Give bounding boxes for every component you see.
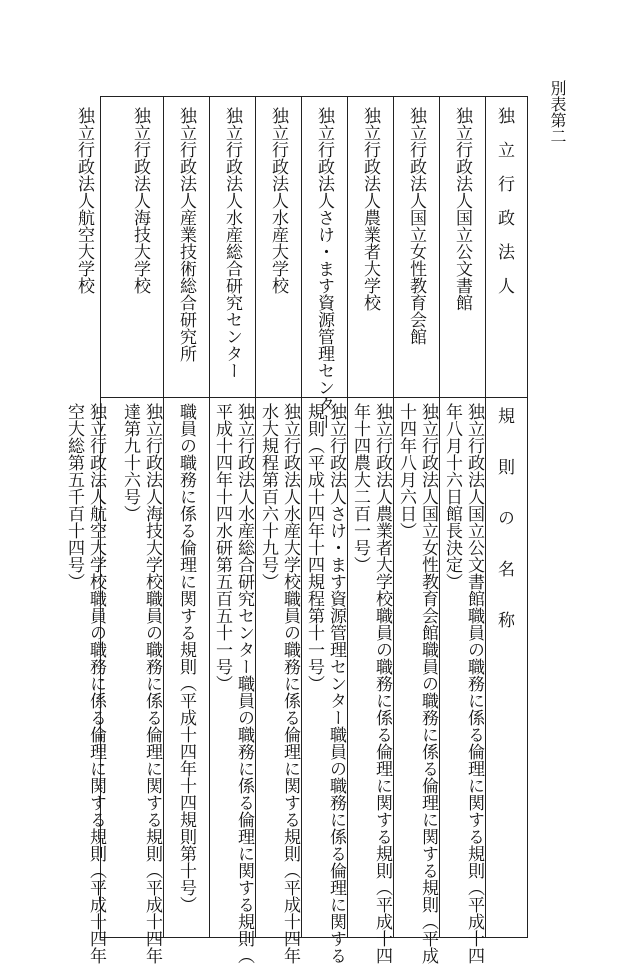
- rule-name: 独立行政法人国立公文書館職員の職務に係る倫理に関する規則（平成十四 年八月十六日館長決定）: [442, 403, 484, 964]
- corporation-name: 独立行政法人海技大学校: [130, 107, 150, 294]
- column-divider: [255, 97, 256, 937]
- column-divider: [347, 97, 348, 937]
- rule-name: 職員の職務に係る倫理に関する規則（平成十四年十四規則第十号）: [176, 403, 196, 913]
- rule-name: 独立行政法人海技大学校職員の職務に係る倫理に関する規則（平成十四年 達第九十六号）: [120, 403, 162, 964]
- corporation-name: 独立行政法人産業技術総合研究所: [176, 107, 196, 362]
- rule-name: 独立行政法人水産大学校職員の職務に係る倫理に関する規則（平成十四年 水大規程第百六十九号）: [258, 403, 300, 964]
- rule-name: 独立行政法人水産総合研究センター職員の職務に係る倫理に関する規則（ 平成十四年十四水研第五百五十一号）: [212, 403, 254, 964]
- corporation-name: 独立行政法人さけ・ます資源管理センター: [314, 107, 334, 430]
- corporation-name: 独立行政法人農業者大学校: [360, 107, 380, 311]
- column-divider: [393, 97, 394, 937]
- corporation-name: 独立行政法人水産総合研究センター: [222, 107, 242, 379]
- column-divider: [439, 97, 440, 937]
- document-label: 別表第二: [548, 80, 567, 144]
- column-divider: [163, 97, 164, 937]
- rule-name: 独立行政法人農業者大学校職員の職務に係る倫理に関する規則（平成十四 年十四農大二百一号）: [350, 403, 392, 964]
- corporation-name: 独立行政法人航空大学校: [74, 107, 94, 294]
- header-corporation: 独 立 行 政 法 人: [494, 107, 514, 294]
- column-divider: [301, 97, 302, 937]
- column-divider: [209, 97, 210, 937]
- rule-name: 独立行政法人さけ・ます資源管理センター職員の職務に係る倫理に関する 規則（平成十四年十四規程第十一号）: [304, 403, 346, 964]
- column-divider: [485, 97, 486, 937]
- corporation-name: 独立行政法人国立公文書館: [452, 107, 472, 311]
- corporation-name: 独立行政法人水産大学校: [268, 107, 288, 294]
- rule-name: 独立行政法人航空大学校職員の職務に係る倫理に関する規則（平成十四年 空大総第五千百十四号）: [64, 403, 106, 964]
- rules-table: [64, 96, 528, 964]
- rule-name: 独立行政法人国立女性教育会館職員の職務に係る倫理に関する規則（平成 十四年八月六日）: [396, 403, 438, 964]
- corporation-name: 独立行政法人国立女性教育会館: [406, 107, 426, 345]
- header-rule-name: 規 則 の 名 称: [494, 407, 514, 628]
